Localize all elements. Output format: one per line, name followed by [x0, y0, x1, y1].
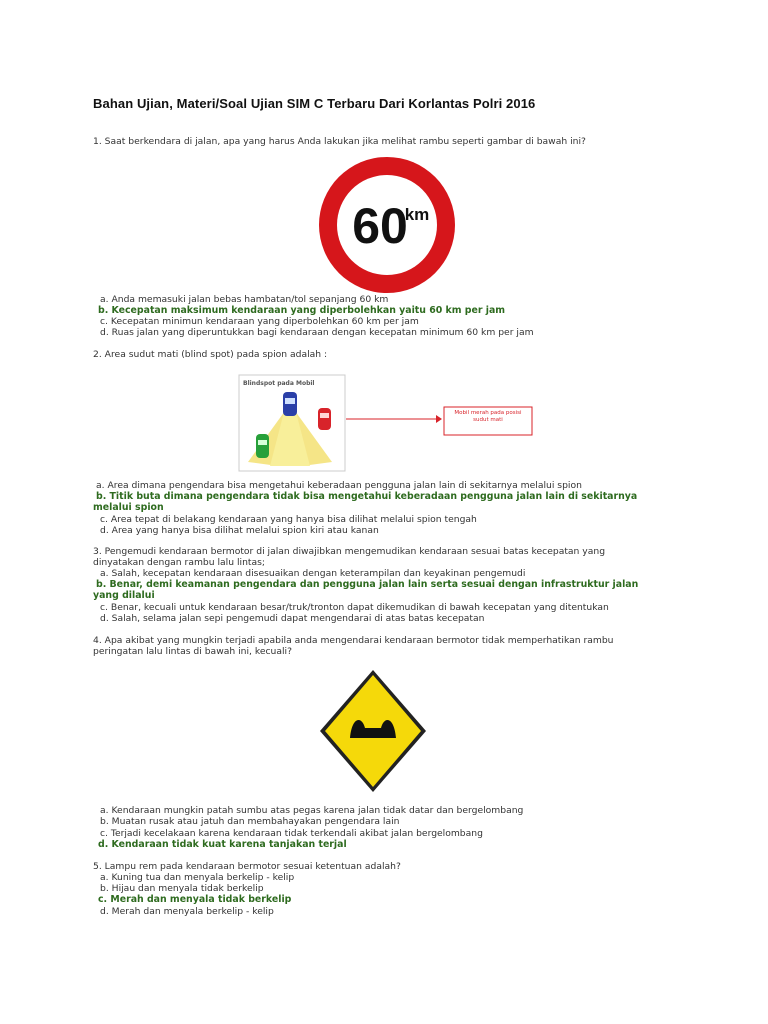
speed-limit-sign — [306, 155, 468, 295]
blindspot-callout: Mobil merah pada posisi sudut mati — [454, 410, 522, 423]
q2-option-d: d. Area yang hanya bisa dilihat melalui spion kiri atau kanan — [100, 525, 379, 536]
q3-option-b-cont: yang dilalui — [93, 590, 155, 601]
question-2: 2. Area sudut mati (blind spot) pada spion adalah : — [93, 349, 328, 360]
q1-option-a: a. Anda memasuki jalan bebas hambatan/tol sepanjang 60 km — [100, 294, 389, 305]
q3-option-c: c. Benar, kecuali untuk kendaraan besar/truk/tronton dapat dikemudikan di bawah kecepatan yang ditentukan — [100, 602, 609, 613]
speed-limit-number: 60 — [352, 198, 408, 254]
q5-option-b: b. Hijau dan menyala tidak berkelip — [100, 883, 264, 894]
q3-option-d: d. Salah, selama jalan sepi pengemudi dapat mengendarai di atas batas kecepatan — [100, 613, 485, 624]
question-5: 5. Lampu rem pada kendaraan bermotor sesuai ketentuan adalah? — [93, 861, 401, 872]
q3-option-a: a. Salah, kecepatan kendaraan disesuaikan dengan keterampilan dan keyakinan pengemudi — [100, 568, 526, 579]
q2-option-b-cont: melalui spion — [93, 502, 164, 513]
q2-option-b: b. Titik buta dimana pengendara tidak bisa mengetahui keberadaan pengguna jalan lain di sekitarnya — [96, 491, 638, 502]
question-3-line-2: dinyatakan dengan rambu lalu lintas; — [93, 557, 266, 568]
red-car — [318, 408, 331, 430]
question-4-line-2: peringatan lalu lintas di bawah ini, kecuali? — [93, 646, 292, 657]
green-car — [256, 434, 269, 458]
speed-limit-unit: km — [404, 205, 430, 224]
q4-option-a: a. Kendaraan mungkin patah sumbu atas pegas karena jalan tidak datar dan bergelombang — [100, 805, 524, 816]
q3-option-b: b. Benar, demi keamanan pengendara dan pengguna jalan lain serta sesuai dengan infrastruktur jalan — [96, 579, 639, 590]
blindspot-diagram — [238, 374, 534, 474]
page-title: Bahan Ujian, Materi/Soal Ujian SIM C Terbaru Dari Korlantas Polri 2016 — [93, 96, 536, 111]
q2-option-c: c. Area tepat di belakang kendaraan yang hanya bisa dilihat melalui spion tengah — [100, 514, 477, 525]
q2-option-a: a. Area dimana pengendara bisa mengetahui keberadaan pengguna jalan lain di sekitarnya melalui spion — [96, 480, 582, 491]
q4-option-d: d. Kendaraan tidak kuat karena tanjakan terjal — [98, 839, 347, 850]
q5-option-c: c. Merah dan menyala tidak berkelip — [98, 894, 292, 905]
q4-option-c: c. Terjadi kecelakaan karena kendaraan tidak terkendali akibat jalan bergelombang — [100, 828, 483, 839]
bumpy-road-sign — [318, 668, 428, 794]
q5-option-d: d. Merah dan menyala berkelip - kelip — [100, 906, 274, 917]
q1-option-d: d. Ruas jalan yang diperuntukkan bagi kendaraan dengan kecepatan minimum 60 km per jam — [100, 327, 534, 338]
blindspot-heading: Blindspot pada Mobil — [243, 380, 315, 387]
q5-option-a: a. Kuning tua dan menyala berkelip - kelip — [100, 872, 295, 883]
q1-option-b: b. Kecepatan maksimum kendaraan yang diperbolehkan yaitu 60 km per jam — [98, 305, 506, 316]
q1-option-c: c. Kecepatan minimun kendaraan yang diperbolehkan 60 km per jam — [100, 316, 419, 327]
question-4-line-1: 4. Apa akibat yang mungkin terjadi apabila anda mengendarai kendaraan bermotor tidak memperhatikan rambu — [93, 635, 614, 646]
question-1: 1. Saat berkendara di jalan, apa yang harus Anda lakukan jika melihat rambu seperti gambar di bawah ini? — [93, 136, 586, 147]
q4-option-b: b. Muatan rusak atau jatuh dan membahayakan pengendara lain — [100, 816, 400, 827]
question-3-line-1: 3. Pengemudi kendaraan bermotor di jalan diwajibkan mengemudikan kendaraan sesuai batas kecepatan yang — [93, 546, 606, 557]
